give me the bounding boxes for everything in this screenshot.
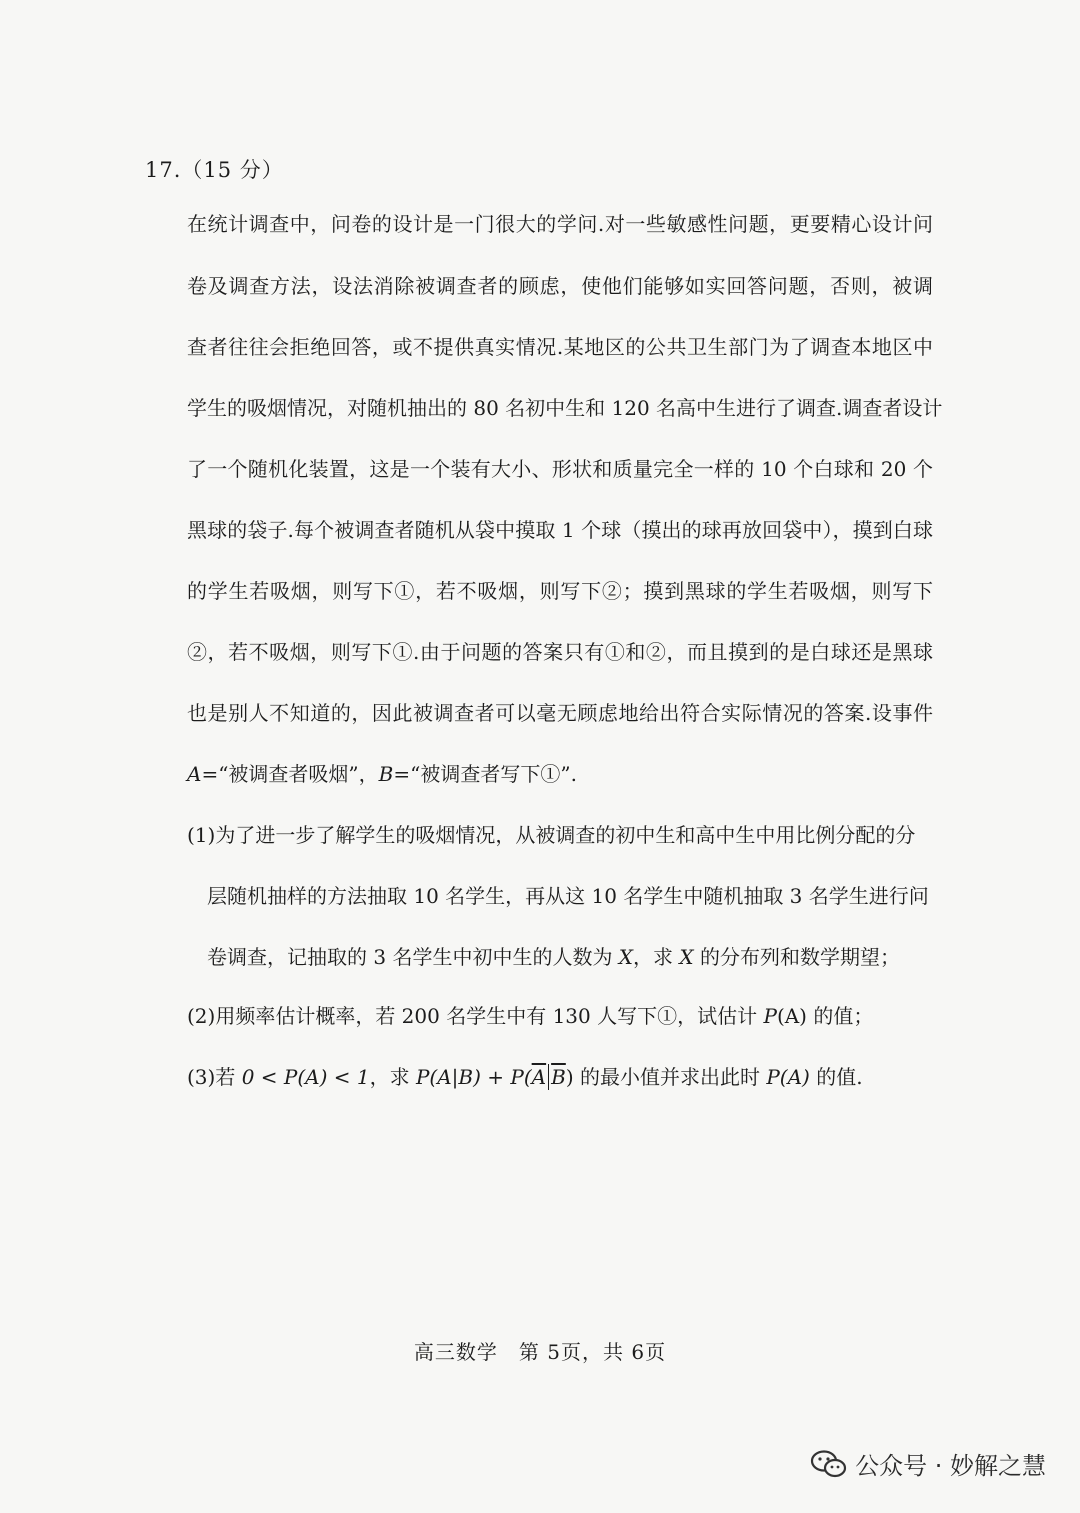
plus-sign: + bbox=[480, 1065, 511, 1089]
paragraph-line-6: 黑球的袋子.每个被调查者随机从袋中摸取 1 个球（摸出的球再放回袋中），摸到白球 bbox=[187, 518, 933, 542]
part1-line-3 bbox=[207, 942, 900, 972]
watermark bbox=[809, 1446, 1046, 1481]
watermark-label: 公众号 · 妙解之慧 bbox=[855, 1452, 1046, 1480]
question-number: 17.（15 分） bbox=[145, 158, 284, 182]
paragraph-line-3: 查者往往会拒绝回答，或不提供真实情况.某地区的公共卫生部门为了调查本地区中 bbox=[187, 335, 933, 359]
prob-p: P bbox=[763, 1004, 777, 1028]
part3-text-c: 的最小值并求出此时 bbox=[573, 1065, 767, 1089]
given-bar bbox=[548, 1064, 549, 1090]
event-b-text: =“被调查者写下①”. bbox=[393, 762, 577, 786]
paragraph-line-5: 了一个随机化装置，这是一个装有大小、形状和质量完全一样的 10 个白球和 20 个 bbox=[187, 457, 933, 481]
event-a-text: =“被调查者吸烟”， bbox=[201, 762, 379, 786]
paragraph-line-8: ②，若不吸烟，则写下①.由于问题的答案只有①和②，而且摸到的是白球还是黑球 bbox=[187, 640, 933, 664]
part3-text-a: (3)若 bbox=[187, 1065, 242, 1089]
complement-b: $\overline{B}$ bbox=[551, 1065, 566, 1089]
part1-text-b: ，求 bbox=[633, 945, 680, 969]
conditional-prob-2-open: P( bbox=[510, 1065, 532, 1089]
part3-text-b: ，求 bbox=[369, 1065, 416, 1089]
paragraph-line-2: 卷及调查方法，设法消除被调查者的顾虑，使他们能够如实回答问题，否则，被调 bbox=[187, 274, 933, 298]
event-a-var: A bbox=[187, 762, 202, 786]
page-footer: 高三数学 第 5页，共 6页 bbox=[413, 1340, 667, 1364]
part1-text-a: 卷调查，记抽取的 3 名学生中初中生的人数为 bbox=[207, 945, 619, 969]
part3-text-d: 的值. bbox=[809, 1065, 863, 1089]
prob-pa: P(A) bbox=[766, 1065, 810, 1089]
event-definitions bbox=[187, 759, 577, 789]
paragraph-line-9: 也是别人不知道的，因此被调查者可以毫无顾虑地给出符合实际情况的答案.设事件 bbox=[187, 701, 933, 725]
var-x: X bbox=[679, 945, 694, 969]
paragraph-line-7: 的学生若吸烟，则写下①，若不吸烟，则写下②；摸到黑球的学生若吸烟，则写下 bbox=[187, 579, 933, 603]
part2-text-b: 的值； bbox=[807, 1004, 874, 1028]
part2-text-a: (2)用频率估计概率，若 200 名学生中有 130 人写下①，试估计 bbox=[187, 1004, 764, 1028]
wechat-icon bbox=[809, 1449, 847, 1479]
conditional-prob-2-close: ) bbox=[565, 1065, 574, 1089]
complement-a: $\overline{A}$ bbox=[531, 1065, 547, 1089]
prob-arg: (A) bbox=[776, 1004, 807, 1028]
part3-line bbox=[187, 1062, 863, 1092]
var-x: X bbox=[618, 945, 634, 969]
part1-text-c: 的分布列和数学期望； bbox=[693, 945, 901, 969]
condition-expr: 0 < P(A) < 1 bbox=[241, 1065, 370, 1089]
conditional-prob-1: P(A|B) bbox=[415, 1065, 481, 1089]
part2-line bbox=[187, 1001, 873, 1031]
paragraph-line-4: 学生的吸烟情况，对随机抽出的 80 名初中生和 120 名高中生进行了调查.调查者设计 bbox=[187, 396, 943, 420]
part1-line-2: 层随机抽样的方法抽取 10 名学生，再从这 10 名学生中随机抽取 3 名学生进行问 bbox=[207, 884, 929, 908]
part1-line-1: (1)为了进一步了解学生的吸烟情况，从被调查的初中生和高中生中用比例分配的分 bbox=[187, 823, 916, 847]
paragraph-line-1: 在统计调查中，问卷的设计是一门很大的学问.对一些敏感性问题，更要精心设计问 bbox=[187, 212, 933, 236]
event-b-var: B bbox=[378, 762, 394, 786]
